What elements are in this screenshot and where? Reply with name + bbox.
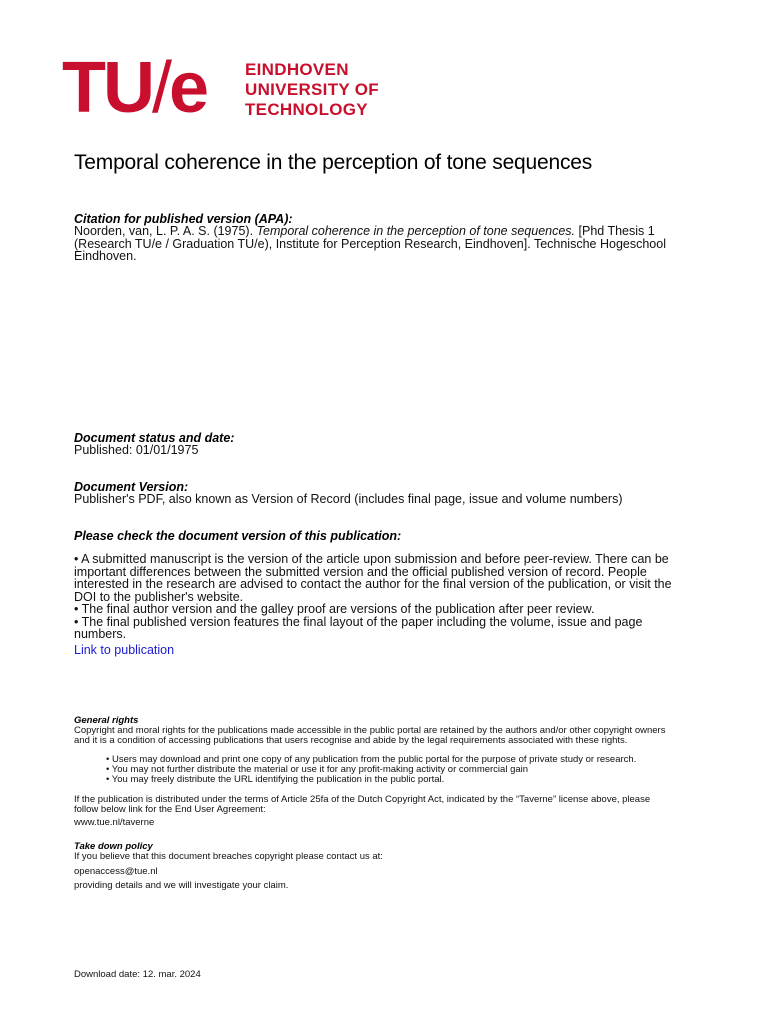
rights-bullet: • You may freely distribute the URL identifying the publication in the public portal.	[106, 774, 445, 785]
status-label: Document status and date:	[74, 431, 235, 445]
version-value: Publisher's PDF, also known as Version of Record (includes final page, issue and volume numbers)	[74, 492, 623, 506]
check-line: DOI to the publisher's website.	[74, 589, 244, 604]
university-name	[245, 60, 379, 120]
check-line: • A submitted manuscript is the version of the article upon submission and before peer-review. There can be	[74, 552, 669, 566]
takedown-text: providing details and we will investigate your claim.	[74, 880, 289, 891]
tue-logo-mark	[62, 48, 207, 128]
check-line: • The final published version features the final layout of the paper including the volume, issue and page	[74, 614, 643, 629]
general-rights-label: General rights	[74, 715, 139, 726]
check-line: numbers.	[74, 627, 127, 641]
university-name-line: TECHNOLOGY	[245, 100, 368, 119]
university-name-line: UNIVERSITY OF	[245, 80, 379, 99]
citation-type: [Phd Thesis 1	[575, 224, 655, 238]
general-rights-text	[74, 726, 665, 746]
download-date: Download date: 12. mar. 2024	[74, 969, 201, 980]
version-label: Document Version:	[74, 480, 189, 494]
taverne-text	[74, 795, 650, 815]
taverne-line: If the publication is distributed under the terms of Article 25fa of the Dutch Copyright Act, indicated by the “Taverne” license above, please	[74, 794, 651, 805]
status-value: Published: 01/01/1975	[74, 443, 199, 457]
citation-title: Temporal coherence in the perception of tone sequences.	[256, 224, 576, 238]
check-paragraph	[74, 553, 672, 641]
citation-line	[74, 225, 655, 238]
citation-label: Citation for published version (APA):	[74, 212, 293, 226]
logo-tu: TU	[62, 48, 152, 128]
general-rights-line: Copyright and moral rights for the publications made accessible in the public portal are retained by the authors and/or other copyright owners	[74, 725, 666, 736]
check-line: important differences between the submitted version and the official published version of record. People	[74, 564, 647, 579]
general-rights-line: and it is a condition of accessing publications that users recognise and abide by the legal requirements associated with these rights.	[74, 735, 628, 746]
rights-bullets	[106, 755, 636, 785]
citation-authors: Noorden, van, L. P. A. S. (1975).	[74, 224, 257, 238]
logo-e: e	[169, 48, 207, 128]
openaccess-email-link[interactable]: openaccess@tue.nl	[74, 866, 158, 877]
check-line: • The final author version and the galley proof are versions of the publication after peer review.	[74, 602, 595, 616]
check-label: Please check the document version of this publication:	[74, 529, 402, 543]
citation-line: (Research TU/e / Graduation TU/e), Institute for Perception Research, Eindhoven]. Technische Hogeschool	[74, 236, 666, 251]
rights-bullet: • You may not further distribute the material or use it for any profit-making activity or commercial gain	[106, 764, 529, 775]
logo-slash: /	[151, 48, 169, 128]
document-title: Temporal coherence in the perception of tone sequences	[74, 151, 593, 174]
citation-line: Eindhoven.	[74, 249, 137, 263]
taverne-line: follow below link for the End User Agreement:	[74, 804, 266, 815]
university-name-line: EINDHOVEN	[245, 60, 349, 79]
takedown-text: If you believe that this document breaches copyright please contact us at:	[74, 851, 383, 862]
link-to-publication[interactable]: Link to publication	[74, 643, 175, 657]
rights-bullet: • Users may download and print one copy of any publication from the public portal for the purpose of private study or research.	[106, 754, 637, 765]
taverne-link[interactable]: www.tue.nl/taverne	[74, 817, 155, 828]
check-line: interested in the research are advised to contact the author for the final version of the publication, or visit the	[74, 577, 672, 591]
takedown-label: Take down policy	[74, 841, 153, 852]
